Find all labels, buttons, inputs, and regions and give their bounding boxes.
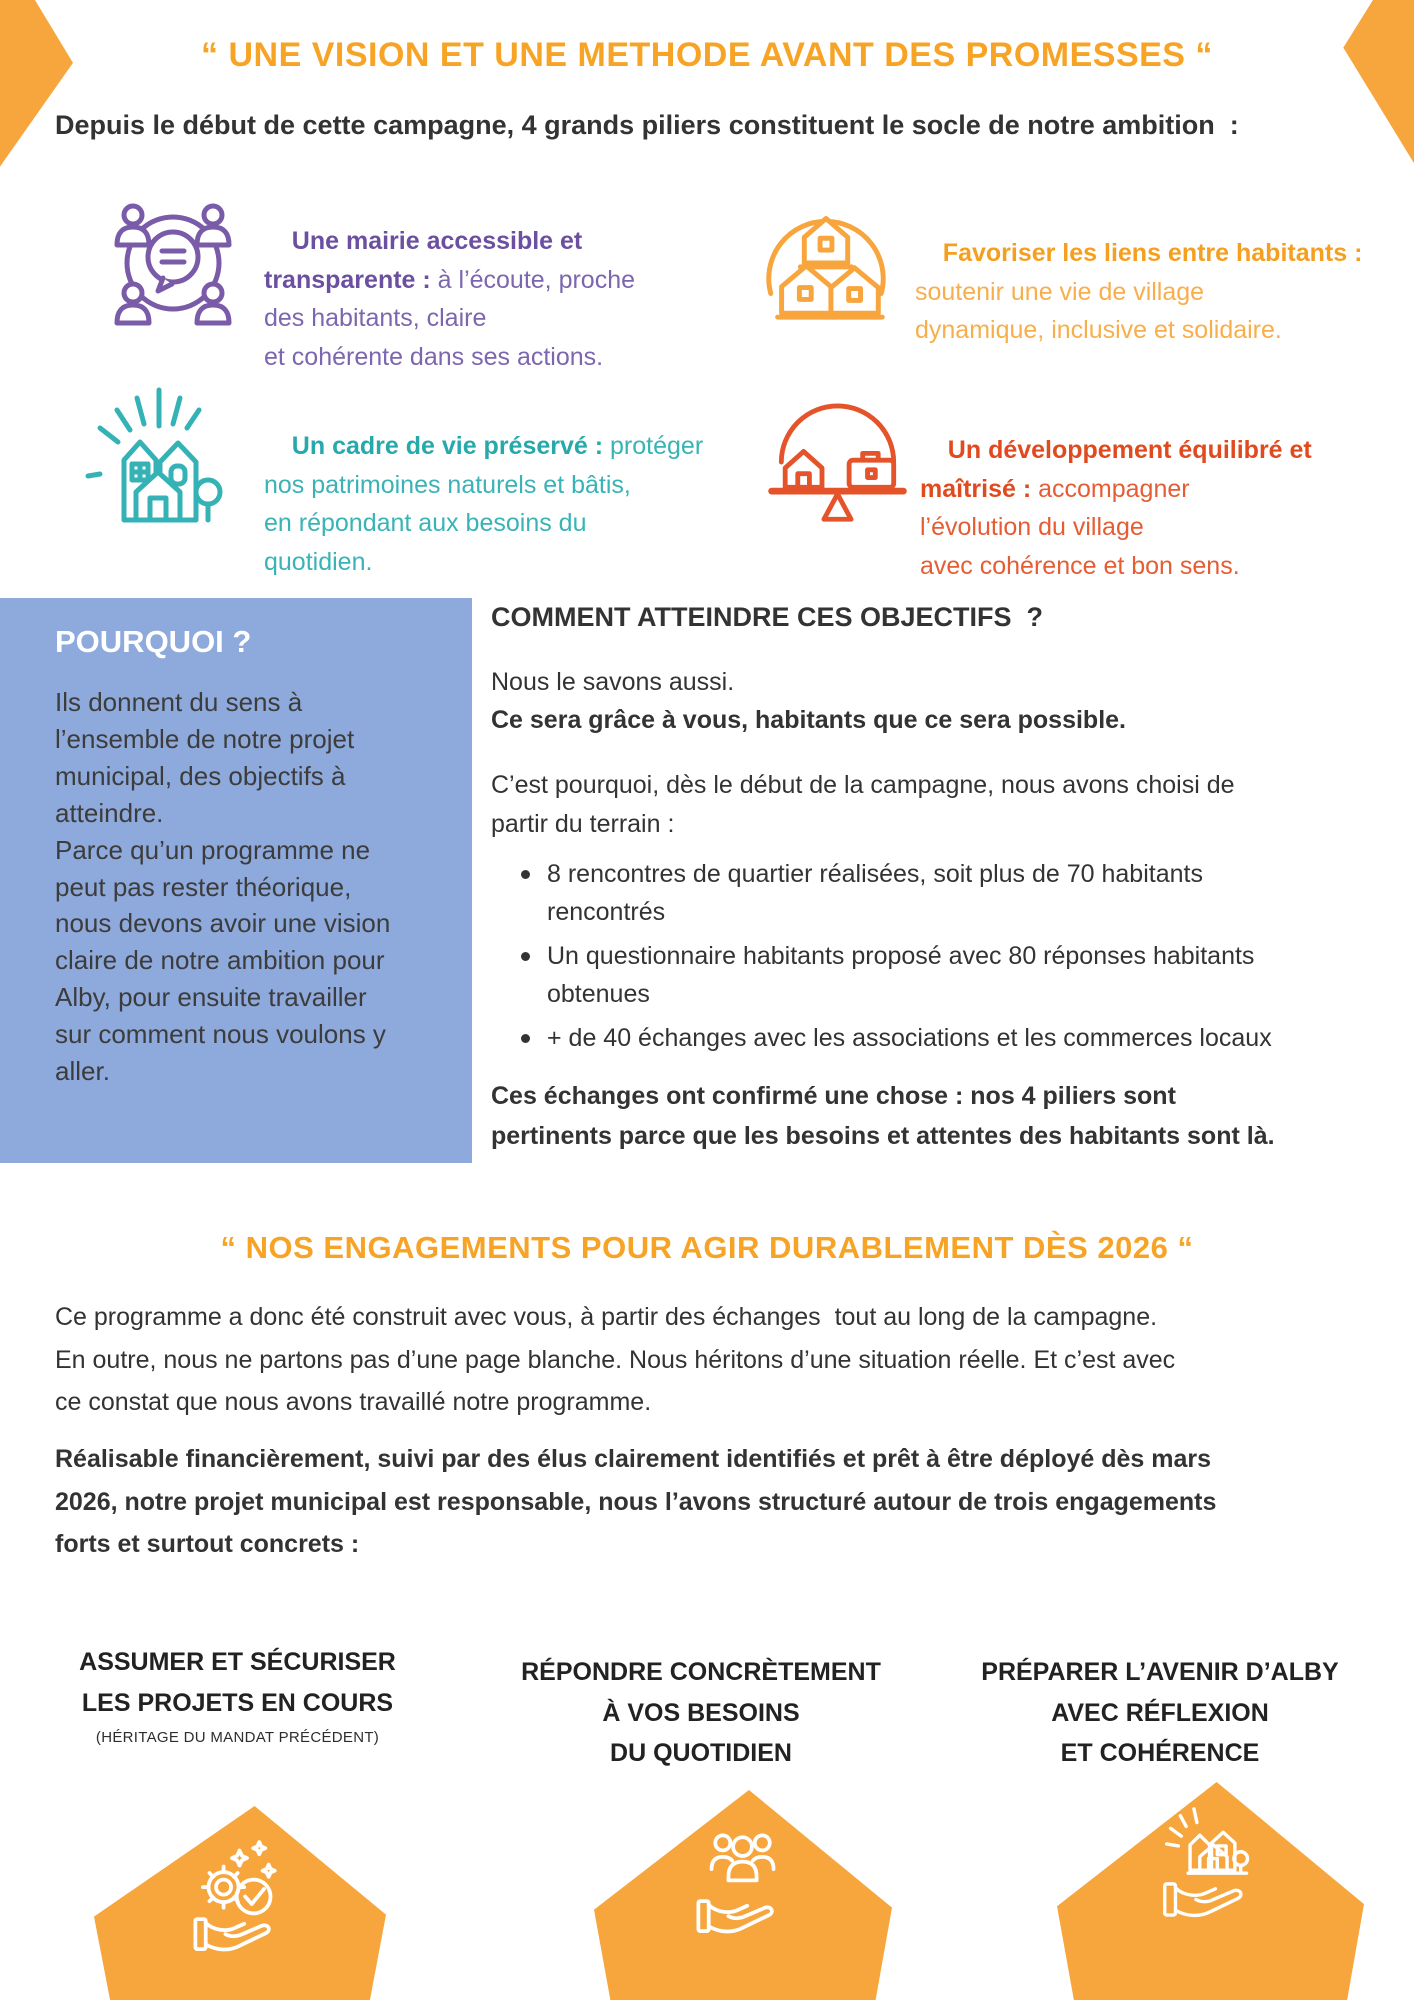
top-left-arrow-icon [0, 0, 76, 170]
pillar-cadre-lead: Un cadre de vie préservé : [291, 431, 604, 460]
pillar-liens-rest: soutenir une vie de village dynamique, inclusive et solidaire. [915, 277, 1282, 345]
pentagon-projects [94, 1806, 386, 2000]
why-title: POURQUOI ? [55, 624, 252, 659]
pentagon-besoins [594, 1790, 892, 2000]
engagement-column-2 [495, 1652, 907, 1774]
pillar-developpement-lead: Un développement équilibré et maîtrisé : [920, 435, 1312, 503]
engagement-column-3 [950, 1652, 1370, 1774]
village-rays-icon [62, 368, 262, 553]
bullet-item: 8 rencontres de quartier réalisées, soit plus de 70 habitants rencontrés [515, 856, 1395, 931]
pillar-cadre-text [264, 388, 764, 621]
how-line-2: Ce sera grâce à vous, habitants que ce sera possible. [491, 706, 1126, 734]
why-body: Ils donnent du sens à l’ensemble de notre projet municipal, des objectifs à atteindre. Parce qu’un programme ne peut pas rester théorique, nous devons avoir une vision claire de notre ambition pour Alby, pour ensuite travailler sur comment nous voulons y aller. [55, 687, 391, 1087]
intro-line: Depuis le début de cette campagne, 4 grands piliers constituent le socle de notre ambition : [55, 110, 1239, 140]
column-heading-1: ASSUMER ET SÉCURISER LES PROJETS EN COURS [79, 1648, 396, 1717]
pillar-developpement-text [920, 392, 1390, 625]
people-hand-icon [689, 1818, 797, 1940]
why-panel [0, 598, 472, 1163]
main-title: “ UNE VISION ET UNE METHODE AVANT DES PROMESSES “ [201, 36, 1213, 74]
how-conclusion: Ces échanges ont confirmé une chose : nos 4 piliers sont pertinents parce que les besoins et attentes des habitants sont là. [491, 1082, 1275, 1150]
column-heading-3: PRÉPARER L’AVENIR D’ALBY AVEC RÉFLEXION ET COHÉRENCE [981, 1658, 1339, 1767]
how-intro: C’est pourquoi, dès le début de la campagne, nous avons choisi de partir du terrain : [491, 771, 1235, 838]
bullet-item: + de 40 échanges avec les associations et les commerces locaux [515, 1020, 1395, 1058]
column-heading-2: RÉPONDRE CONCRÈTEMENT À VOS BESOINS DU QUOTIDIEN [521, 1658, 881, 1767]
pentagon-avenir [1057, 1782, 1364, 2000]
pillar-cadre-rest: protéger nos patrimoines naturels et bâtis, en répondant aux besoins du quotidien. [264, 431, 704, 576]
pillar-mairie-text [264, 183, 754, 416]
engagements-title: “ NOS ENGAGEMENTS POUR AGIR DURABLEMENT DÈS 2026 “ [220, 1230, 1194, 1265]
how-bullet-list [515, 856, 1395, 1065]
how-line-1: Nous le savons aussi. [491, 668, 735, 696]
engagements-paragraph-2: Réalisable financièrement, suivi par des élus clairement identifiés et prêt à être déployé dès mars 2026, notre projet municipal est responsable, nous l’avons structuré autour de trois engagements forts et surtout concrets : [55, 1445, 1217, 1558]
pillar-developpement-rest: accompagner l’évolution du village avec cohérence et bon sens. [920, 474, 1240, 580]
pillar-mairie-rest: à l’écoute, proche des habitants, claire et cohérente dans ses actions. [264, 265, 636, 371]
village-hand-icon [1155, 1798, 1267, 1924]
pillar-mairie-lead: Une mairie accessible et transparente : [264, 226, 583, 294]
how-title: COMMENT ATTEINDRE CES OBJECTIFS ? [491, 602, 1044, 632]
top-right-arrow-icon [1338, 0, 1414, 170]
balance-icon [760, 390, 915, 540]
community-icon [103, 188, 243, 338]
houses-arch-icon [752, 182, 900, 330]
pillar-liens-text [915, 195, 1395, 389]
pillar-liens-lead: Favoriser les liens entre habitants : [942, 238, 1363, 267]
gear-hand-icon [186, 1836, 294, 1958]
engagement-column-1 [40, 1642, 435, 1761]
column-note-1: (HÉRITAGE DU MANDAT PRÉCÉDENT) [95, 1729, 380, 1746]
engagements-paragraph-1: Ce programme a donc été construit avec vous, à partir des échanges tout au long de la campagne. En outre, nous ne partons pas d’une page blanche. Nous héritons d’une situation réelle. Et c’est avec ce constat que nous avons travaillé notre programme. [55, 1303, 1176, 1416]
bullet-item: Un questionnaire habitants proposé avec 80 réponses habitants obtenues [515, 938, 1395, 1013]
